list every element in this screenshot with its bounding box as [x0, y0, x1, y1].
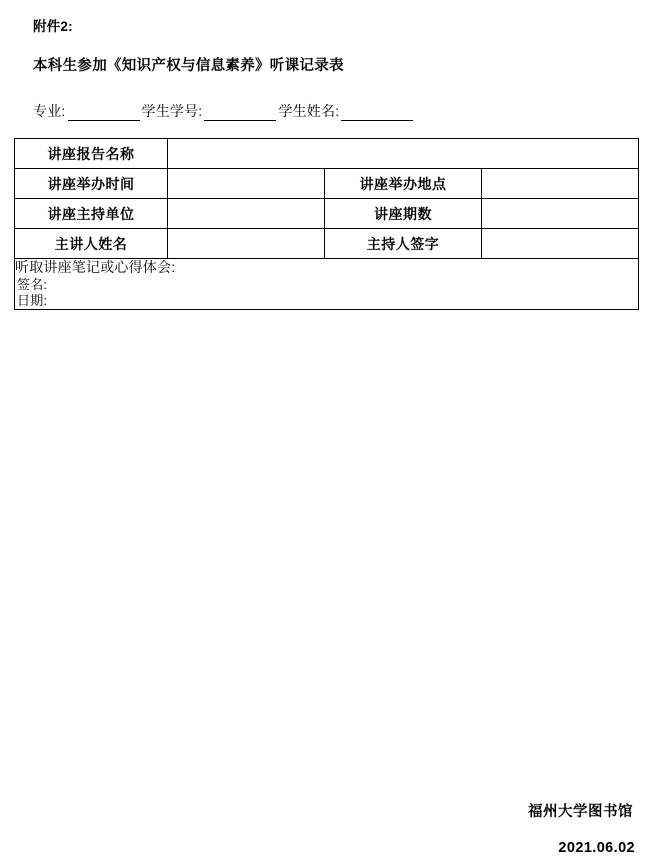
notes-area[interactable]	[15, 259, 639, 310]
notes-signature-label: 签名:	[17, 277, 48, 293]
row-label-speaker-name: 主讲人姓名	[15, 229, 168, 259]
student-name-input[interactable]	[341, 106, 413, 121]
row-label-lecture-name: 讲座报告名称	[15, 139, 168, 169]
notes-date-label: 日期:	[17, 292, 48, 308]
table-row	[15, 229, 639, 259]
table-row	[15, 259, 639, 310]
row-value-lecture-place[interactable]	[482, 169, 639, 199]
student-id-input[interactable]	[204, 106, 276, 121]
row-label-lecture-session: 讲座期数	[325, 199, 482, 229]
lecture-record-table	[14, 138, 639, 310]
student-name-label: 学生姓名:	[278, 103, 340, 119]
attachment-label: 附件2:	[33, 19, 73, 34]
row-label-lecture-place: 讲座举办地点	[325, 169, 482, 199]
notes-title: 听取讲座笔记或心得体会:	[15, 259, 176, 275]
row-value-host-signature[interactable]	[482, 229, 639, 259]
student-meta-line	[33, 101, 415, 121]
page-title: 本科生参加《知识产权与信息素养》听课记录表	[33, 58, 344, 74]
table-row	[15, 169, 639, 199]
footer-date: 2021.06.02	[558, 840, 635, 856]
student-id-label: 学生学号:	[141, 103, 203, 119]
table-row	[15, 199, 639, 229]
row-value-lecture-name[interactable]	[168, 139, 639, 169]
row-value-host-unit[interactable]	[168, 199, 325, 229]
row-label-host-unit: 讲座主持单位	[15, 199, 168, 229]
table-row	[15, 139, 639, 169]
row-value-lecture-session[interactable]	[482, 199, 639, 229]
row-label-host-signature: 主持人签字	[325, 229, 482, 259]
footer-organization: 福州大学图书馆	[528, 804, 633, 820]
major-label: 专业:	[33, 103, 66, 119]
major-input[interactable]	[68, 106, 140, 121]
row-label-lecture-time: 讲座举办时间	[15, 169, 168, 199]
row-value-lecture-time[interactable]	[168, 169, 325, 199]
row-value-speaker-name[interactable]	[168, 229, 325, 259]
